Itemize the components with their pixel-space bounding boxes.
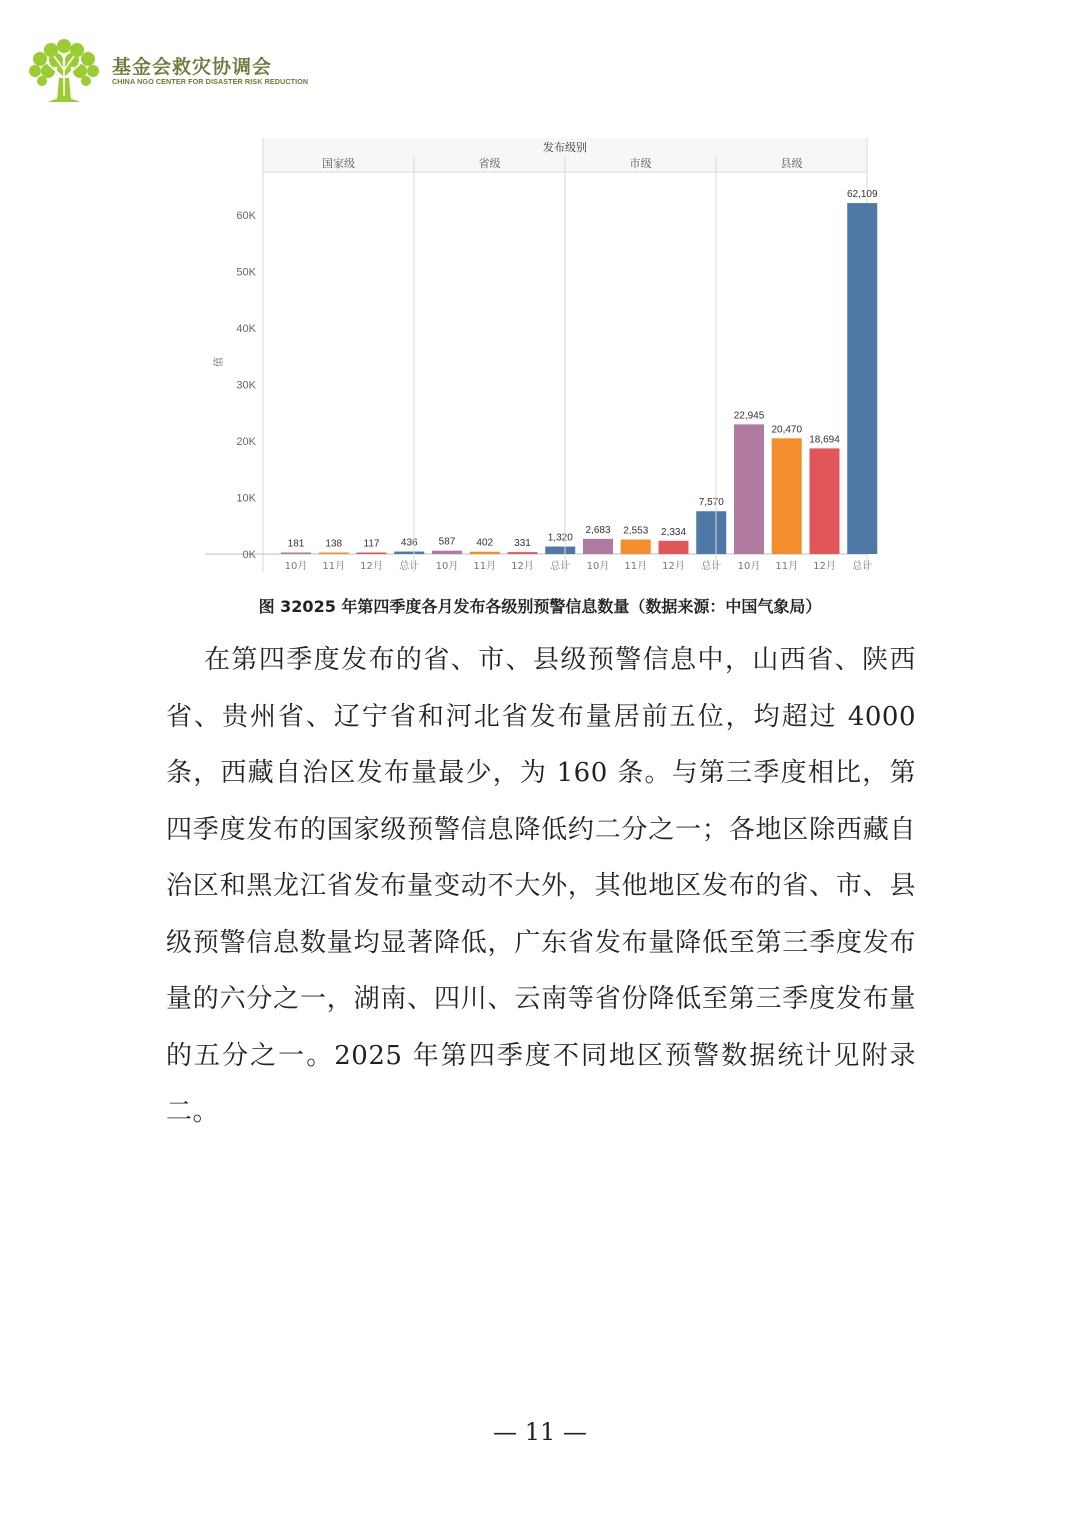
data-label: 2,334: [660, 526, 687, 538]
data-label: 1,320: [547, 532, 573, 544]
y-tick-label: 50K: [236, 266, 256, 279]
y-tick-label: 60K: [236, 210, 256, 222]
x-tick-label: 10月: [586, 561, 610, 572]
y-axis-label: 值: [214, 357, 225, 367]
data-label: 587: [438, 536, 456, 548]
bar: [357, 553, 387, 555]
panel-header: 省级: [478, 157, 501, 170]
bar: [545, 547, 575, 554]
data-label: 138: [325, 538, 343, 550]
x-tick-label: 12月: [662, 561, 685, 572]
x-tick-label: 10月: [284, 561, 308, 572]
body-paragraph: 在第四季度发布的省、市、县级预警信息中，山西省、陕西省、贵州省、辽宁省和河北省发布量居前五位，均超过 4000 条，西藏自治区发布量最少，为 160 条。与第三季度相比，第四季度发布的国家级预警信息降低约二分之一；各地区除西藏自治区和黑龙江省发布量变动不大外，其他地区发布的省、市、县级预警信息数量均显著降低，广东省发布量降低至第三季度发布量的六分之一，湖南、四川、云南等省份降低至第三季度发布量的五分之一。2025 年第四季度不同地区预警数据统计见附录二。: [166, 645, 916, 1127]
bar: [508, 552, 538, 554]
data-label: 22,945: [733, 410, 765, 422]
x-tick-label: 11月: [322, 561, 346, 572]
panel-header: 市级: [629, 157, 652, 170]
org-name-en: CHINA NGO CENTER FOR DISASTER RISK REDUCTION: [112, 77, 309, 86]
panel-header: 县级: [780, 157, 803, 170]
x-tick-label: 10月: [737, 561, 761, 572]
x-tick-label: 12月: [511, 561, 534, 572]
data-label: 62,109: [846, 189, 878, 201]
x-tick-label: 11月: [473, 561, 497, 572]
bar: [394, 552, 424, 554]
bar: [583, 539, 613, 554]
data-label: 331: [514, 538, 531, 550]
bar: [659, 541, 689, 554]
bar: [847, 203, 877, 554]
y-tick-label: 30K: [236, 379, 256, 392]
bar: [810, 448, 840, 554]
bar: [470, 552, 500, 554]
data-label: 436: [400, 537, 418, 549]
y-tick-label: 20K: [236, 436, 256, 448]
bar-chart: [0, 0, 1080, 590]
data-label: 2,553: [623, 525, 649, 537]
data-label: 20,470: [771, 424, 803, 436]
bar: [319, 553, 349, 555]
chart-title: 发布级别: [543, 141, 587, 154]
x-tick-label: 总计: [550, 561, 571, 572]
y-tick-label: 10K: [236, 492, 256, 505]
data-label: 18,694: [809, 434, 840, 446]
data-label: 117: [363, 538, 380, 550]
x-tick-label: 11月: [624, 561, 648, 572]
bar: [734, 424, 764, 554]
bar: [772, 438, 802, 554]
x-tick-label: 10月: [435, 561, 459, 572]
bar: [696, 511, 726, 554]
x-tick-label: 总计: [701, 561, 722, 572]
x-tick-label: 12月: [360, 561, 383, 572]
x-tick-label: 总计: [399, 561, 420, 572]
data-label: 7,570: [698, 497, 724, 509]
page-number: — 11 —: [493, 1418, 587, 1446]
data-label: 402: [476, 537, 494, 549]
y-tick-label: 0K: [242, 549, 256, 561]
x-tick-label: 11月: [775, 561, 799, 572]
bar: [281, 553, 311, 555]
y-tick-label: 40K: [236, 323, 256, 335]
bar: [432, 551, 462, 554]
panel-header: 国家级: [322, 157, 355, 170]
figure-caption: 图 32025 年第四季度各月发布各级别预警信息数量（数据来源：中国气象局）: [258, 597, 822, 616]
data-label: 181: [287, 538, 305, 550]
x-tick-label: 12月: [813, 561, 836, 572]
bar: [621, 540, 651, 554]
x-tick-label: 总计: [852, 561, 873, 572]
data-label: 2,683: [585, 524, 611, 536]
org-name-cn: 基金会救灾协调会: [112, 56, 273, 78]
